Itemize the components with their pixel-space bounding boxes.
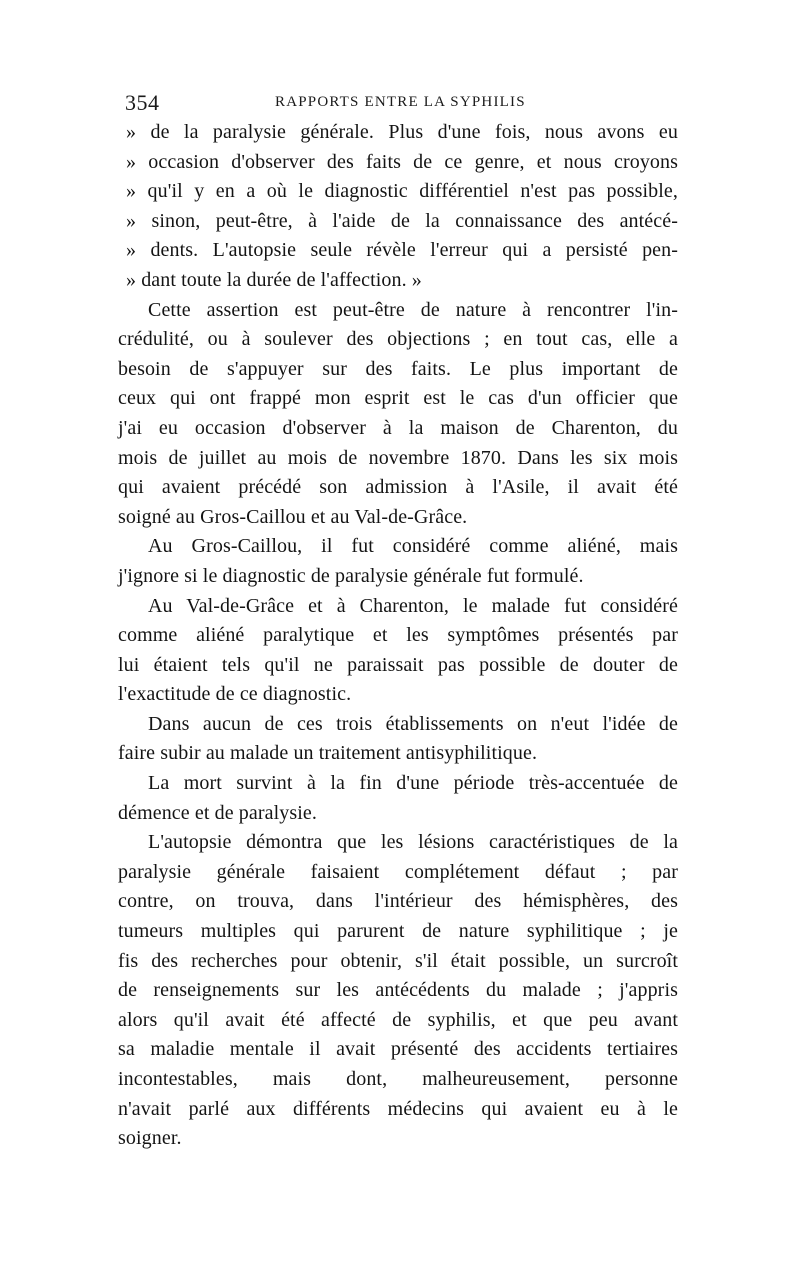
text-line: Dans aucun de ces trois établissements on n'eut l'idée de (148, 712, 678, 735)
text-line: » dant toute la durée de l'affection. » (126, 268, 422, 291)
text-line: j'ai eu occasion d'observer à la maison de Charenton, du (118, 416, 678, 439)
text-line: incontestables, mais dont, malheureusement, personne (118, 1068, 678, 1090)
text-line: sa maladie mentale il avait présenté des accidents tertiaires (118, 1038, 678, 1061)
text-line: n'avait parlé aux différents médecins qui avaient eu à le (118, 1097, 678, 1120)
text-line: de renseignements sur les antécédents du malade ; j'appris (118, 979, 678, 1002)
text-line: besoin de s'appuyer sur des faits. Le plus important de (118, 357, 678, 380)
text-line: crédulité, ou à soulever des objections ; en tout cas, elle a (118, 328, 678, 351)
running-head (125, 90, 675, 116)
text-line: fis des recherches pour obtenir, s'il était possible, un surcroît (118, 949, 678, 972)
text-line: l'exactitude de ce diagnostic. (118, 683, 352, 706)
text-line: mois de juillet au mois de novembre 1870. Dans les six mois (118, 446, 678, 469)
text-line: ceux qui ont frappé mon esprit est le cas d'un officier que (118, 387, 678, 410)
text-line: Au Val-de-Grâce et à Charenton, le malade fut considéré (148, 594, 678, 617)
text-line: lui étaient tels qu'il ne paraissait pas possible de douter de (118, 653, 678, 676)
text-line: comme aliéné paralytique et les symptômes présentés par (118, 624, 678, 647)
running-title: RAPPORTS ENTRE LA SYPHILIS (275, 94, 526, 110)
text-line: j'ignore si le diagnostic de paralysie générale fut formulé. (118, 564, 584, 587)
text-line: soigné au Gros-Caillou et au Val-de-Grâce. (118, 505, 468, 528)
text-line: alors qu'il avait été affecté de syphilis, et que peu avant (118, 1008, 678, 1031)
text-line: Au Gros-Caillou, il fut considéré comme aliéné, mais (148, 535, 678, 558)
text-line: » sinon, peut-être, à l'aide de la connaissance des antécé- (126, 209, 678, 232)
text-line: Cette assertion est peut-être de nature à rencontrer l'in- (148, 298, 678, 321)
text-line: » occasion d'observer des faits de ce genre, et nous croyons (126, 150, 678, 173)
text-line: démence et de paralysie. (118, 801, 317, 824)
text-line: faire subir au malade un traitement antisyphilitique. (118, 742, 538, 765)
text-line: paralysie générale faisaient complétement défaut ; par (118, 860, 678, 883)
text-line: » qu'il y en a où le diagnostic différentiel n'est pas possible, (126, 180, 678, 203)
text-line: La mort survint à la fin d'une période très-accentuée de (148, 772, 678, 795)
text-line: qui avaient précédé son admission à l'Asile, il avait été (118, 476, 678, 499)
text-line: tumeurs multiples qui parurent de nature syphilitique ; je (118, 920, 678, 943)
text-line: » de la paralysie générale. Plus d'une fois, nous avons eu (126, 121, 678, 143)
page-number: 354 (125, 90, 160, 115)
text-line: contre, on trouva, dans l'intérieur des hémisphères, des (118, 890, 678, 913)
body-text (118, 118, 678, 1154)
text-line: » dents. L'autopsie seule révèle l'erreur qui a persisté pen- (126, 239, 678, 262)
text-line: L'autopsie démontra que les lésions caractéristiques de la (148, 831, 678, 854)
text-line: soigner. (118, 1127, 182, 1150)
